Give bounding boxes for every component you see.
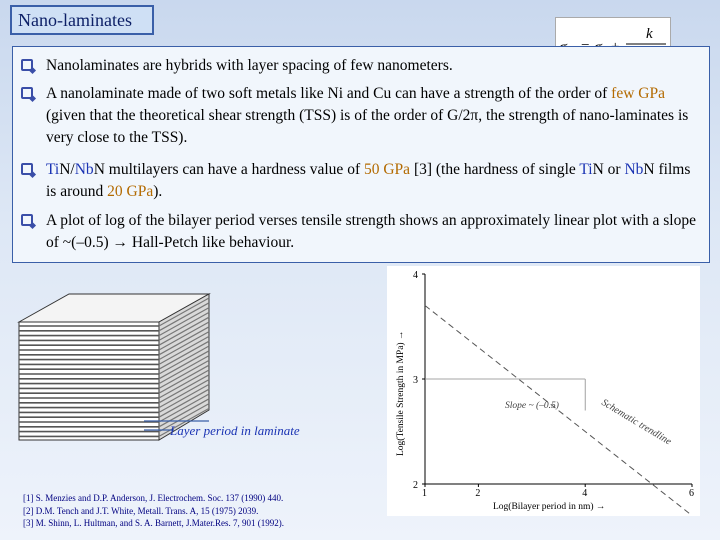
slope-annotation: Slope ~ (–0.5) — [505, 401, 559, 411]
bullet-2-text — [46, 83, 703, 149]
bullet-2-part: (given that the theoretical shear strength (TSS) is of the order of G/2π, the strength of nano-laminates is very close to the TSS). — [46, 107, 689, 146]
bullet-3-highlight: 20 GPa — [107, 183, 154, 200]
reference-1: [1] S. Menzies and D.P. Anderson, J. Electrochem. Soc. 137 (1990) 440. — [23, 493, 284, 503]
bullet-2 — [21, 83, 703, 149]
bullet-3-part: [3] (the hardness of single — [410, 161, 580, 178]
bullet-3-text — [46, 159, 703, 203]
bullet-3-nb: Nb — [74, 161, 94, 178]
bullet-2-part: A nanolaminate made of two soft metals like Ni and Cu can have a strength of the order of — [46, 85, 612, 102]
x-tick-label: 6 — [689, 488, 694, 499]
y-tick-label: 3 — [413, 375, 418, 386]
bullet-3-part: N multilayers can have a hardness value of — [93, 161, 364, 178]
reference-2: [2] D.M. Tench and J.T. White, Metall. Trans. A, 15 (1975) 2039. — [23, 505, 259, 516]
x-tick-label: 4 — [582, 488, 588, 499]
y-tick-label: 4 — [413, 270, 418, 281]
y-tick-label: 2 — [413, 480, 418, 491]
x-tick-labels — [422, 484, 694, 499]
bullet-3-part: ). — [153, 183, 163, 200]
hall-petch-plot — [387, 266, 700, 516]
bullet-square-icon — [21, 59, 33, 71]
layer-period-label: Layer period in laminate — [170, 423, 300, 438]
references — [23, 492, 284, 530]
bullet-1 — [21, 55, 703, 77]
trendline-annotation: Schematic trendline — [599, 397, 674, 448]
bullet-3 — [21, 159, 703, 203]
bullet-3-part: N/ — [59, 161, 75, 178]
bullet-3-nb: Nb — [624, 161, 644, 178]
bullet-3-ti: Ti — [579, 161, 593, 178]
x-tick-label: 2 — [475, 488, 481, 499]
bullet-1-text: Nanolaminates are hybrids with layer spacing of few nanometers. — [46, 57, 453, 74]
bullet-3-ti: Ti — [46, 161, 60, 178]
bullet-4-text: A plot of log of the bilayer period verses tensile strength shows an approximately linear plot with a slope of ~(–0.5) → Hall-Petch like behaviour. — [46, 212, 696, 251]
y-axis-label: Log(Tensile Strength in MPa) → — [396, 330, 406, 456]
reference-3: [3] M. Shinn, L. Hultman, and S. A. Barnett, J.Mater.Res. 7, 901 (1992). — [23, 518, 284, 528]
bullet-3-highlight: 50 GPa — [363, 161, 411, 178]
slide-title: Nano-laminates — [10, 5, 154, 35]
bullet-square-icon — [21, 214, 33, 226]
bullet-panel — [12, 46, 710, 263]
chart-svg — [387, 266, 700, 516]
bullet-3-part: N films is around — [46, 161, 691, 200]
formula-k: k — [646, 26, 653, 42]
bullet-square-icon — [21, 163, 33, 175]
bullet-4 — [21, 210, 703, 254]
y-tick-labels — [413, 270, 425, 491]
bullet-3-part: N or — [592, 161, 625, 178]
bullet-2-highlight: few GPa — [611, 85, 665, 102]
x-axis-label: Log(Bilayer period in nm) → — [493, 502, 606, 512]
bullet-square-icon — [21, 87, 33, 99]
x-tick-label: 1 — [422, 488, 427, 499]
